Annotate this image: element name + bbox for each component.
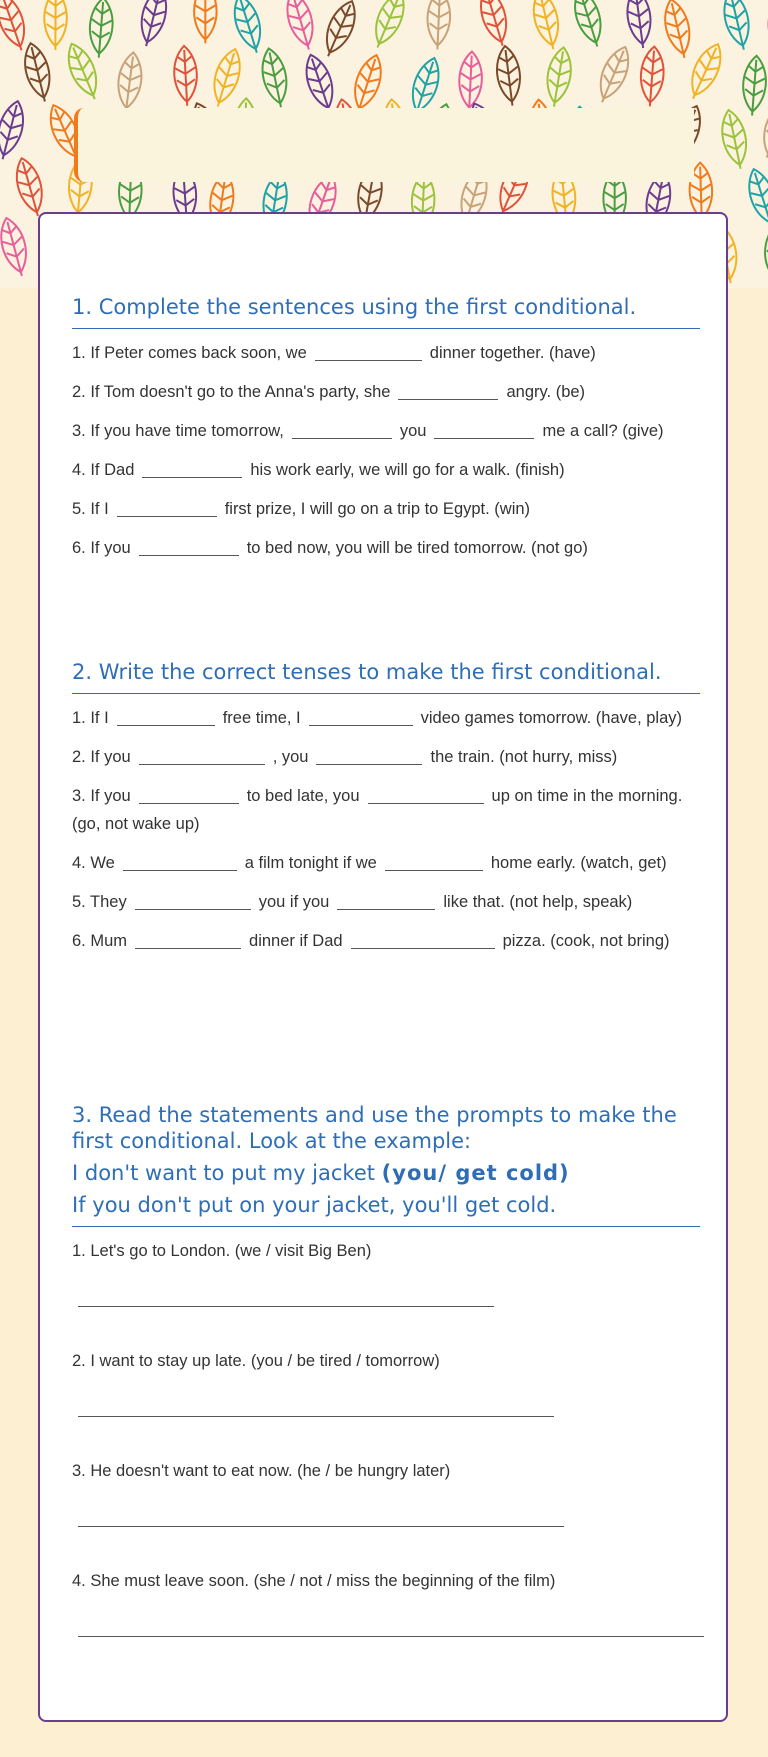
leaf-icon bbox=[458, 51, 483, 112]
exercise-item: 1. If Peter comes back soon, we dinner together. (have) bbox=[72, 339, 700, 367]
answer-blank[interactable] bbox=[385, 848, 483, 871]
section-3-title: 3. Read the statements and use the prompts to make the first conditional. Look at the example: I don't want to put my jacket (you/ get cold) If you don't put on your jacket, you'll get cold. bbox=[72, 1102, 700, 1227]
exercise-item: 3. If you to bed late, you up on time in the morning. (go, not wake up) bbox=[72, 782, 700, 838]
leaf-icon bbox=[318, 0, 363, 61]
answer-blank[interactable] bbox=[337, 887, 435, 910]
leaf-icon bbox=[173, 45, 199, 106]
exercise-item: 4. If Dad his work early, we will go for a walk. (finish) bbox=[72, 456, 700, 484]
leaf-icon bbox=[494, 45, 524, 107]
section-2 bbox=[72, 659, 700, 966]
example-statement: I don't want to put my jacket (you/ get cold) bbox=[72, 1161, 570, 1185]
leaf-icon bbox=[569, 0, 608, 50]
leaf-icon bbox=[207, 46, 246, 110]
answer-blank[interactable] bbox=[139, 533, 239, 556]
leaf-icon bbox=[228, 0, 267, 56]
exercise-item: 2. I want to stay up late. (you / be tired / tomorrow) bbox=[72, 1352, 440, 1370]
answer-blank[interactable] bbox=[398, 377, 498, 400]
leaf-icon bbox=[0, 98, 29, 162]
worksheet-card bbox=[38, 212, 728, 1722]
example-prompt: (you/ get cold) bbox=[381, 1161, 570, 1185]
exercise-item: 3. He doesn't want to eat now. (he / be hungry later) bbox=[72, 1462, 451, 1480]
exercise-item: 1. Let's go to London. (we / visit Big Ben) bbox=[72, 1242, 372, 1260]
answer-blank[interactable] bbox=[351, 926, 495, 949]
answer-blank[interactable] bbox=[117, 494, 217, 517]
title-plate bbox=[74, 108, 694, 182]
section-2-title: 2. Write the correct tenses to make the first conditional. bbox=[72, 659, 700, 694]
leaf-icon bbox=[0, 0, 32, 54]
leaf-icon bbox=[475, 0, 514, 49]
leaf-icon bbox=[743, 166, 768, 230]
example-answer: If you don't put on your jacket, you'll get cold. bbox=[72, 1193, 557, 1217]
answer-blank[interactable] bbox=[117, 703, 215, 726]
answer-blank[interactable] bbox=[123, 848, 237, 871]
leaf-icon bbox=[543, 46, 575, 109]
answer-blank[interactable] bbox=[315, 338, 422, 361]
answer-blank[interactable] bbox=[135, 926, 241, 949]
leaf-icon bbox=[719, 0, 755, 52]
answer-blank[interactable] bbox=[368, 781, 484, 804]
leaf-icon bbox=[88, 0, 115, 59]
leaf-icon bbox=[639, 46, 666, 108]
leaf-icon bbox=[367, 0, 411, 52]
leaf-icon bbox=[44, 0, 67, 50]
leaf-icon bbox=[281, 0, 319, 53]
section-3 bbox=[72, 1102, 700, 1677]
exercise-item: 4. She must leave soon. (she / not / miss the beginning of the film) bbox=[72, 1572, 556, 1590]
answer-blank[interactable] bbox=[316, 742, 422, 765]
exercise-item: 3. If you have time tomorrow, you me a call? (give) bbox=[72, 417, 700, 445]
leaf-icon bbox=[741, 55, 768, 117]
exercise-item: 2. If Tom doesn't go to the Anna's party, she angry. (be) bbox=[72, 378, 700, 406]
answer-line[interactable] bbox=[78, 1386, 554, 1417]
exercise-item: 6. If you to bed now, you will be tired tomorrow. (not go) bbox=[72, 534, 700, 562]
leaf-icon bbox=[718, 108, 752, 171]
leaf-icon bbox=[660, 0, 695, 60]
leaf-icon bbox=[11, 155, 49, 219]
leaf-icon bbox=[0, 215, 33, 279]
leaf-icon bbox=[760, 216, 768, 279]
exercise-item: 6. Mum dinner if Dad pizza. (cook, not bring) bbox=[72, 927, 700, 955]
leaf-icon bbox=[20, 41, 56, 105]
answer-line[interactable] bbox=[78, 1276, 494, 1307]
answer-blank[interactable] bbox=[434, 416, 534, 439]
answer-blank[interactable] bbox=[139, 742, 265, 765]
leaf-icon bbox=[762, 0, 768, 51]
answer-blank[interactable] bbox=[135, 887, 251, 910]
answer-blank[interactable] bbox=[309, 703, 413, 726]
section-1-title: 1. Complete the sentences using the first conditional. bbox=[72, 294, 700, 329]
leaf-icon bbox=[135, 0, 171, 49]
leaf-icon bbox=[529, 0, 565, 52]
exercise-item: 5. They you if you like that. (not help, speak) bbox=[72, 888, 700, 916]
section-1 bbox=[72, 294, 700, 573]
leaf-icon bbox=[592, 43, 636, 107]
exercise-item: 1. If I free time, I video games tomorrow. (have, play) bbox=[72, 704, 700, 732]
answer-blank[interactable] bbox=[139, 781, 239, 804]
leaf-icon bbox=[115, 51, 145, 113]
leaf-icon bbox=[347, 52, 387, 116]
answer-line[interactable] bbox=[78, 1496, 564, 1527]
leaf-icon bbox=[194, 0, 217, 43]
answer-blank[interactable] bbox=[292, 416, 392, 439]
exercise-item: 4. We a film tonight if we home early. (watch, get) bbox=[72, 849, 700, 877]
leaf-icon bbox=[683, 39, 728, 103]
leaf-icon bbox=[426, 0, 451, 50]
answer-blank[interactable] bbox=[142, 455, 242, 478]
leaf-icon bbox=[624, 0, 654, 50]
leaf-icon bbox=[300, 51, 340, 115]
exercise-item: 5. If I first prize, I will go on a trip to Egypt. (win) bbox=[72, 495, 700, 523]
exercise-item: 2. If you , you the train. (not hurry, miss) bbox=[72, 743, 700, 771]
leaf-icon bbox=[258, 46, 292, 109]
answer-line[interactable] bbox=[78, 1606, 704, 1637]
